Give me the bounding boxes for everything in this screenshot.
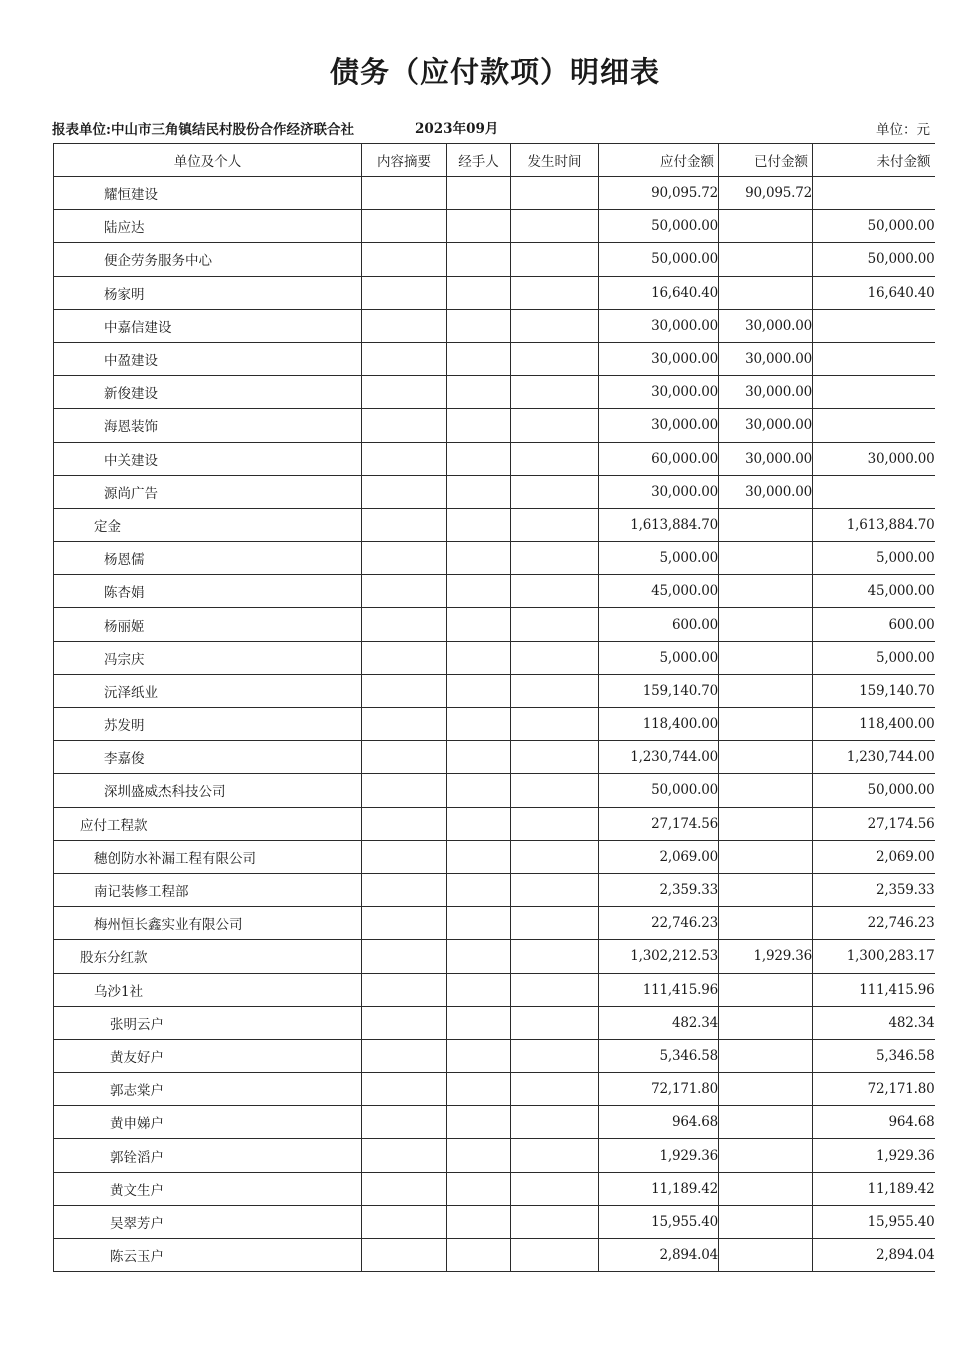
- row-handler-cell: [447, 508, 511, 541]
- row-date-cell: [511, 508, 599, 541]
- row-entity-name: 陆应达: [54, 210, 362, 243]
- col-header-summary: 内容摘要: [362, 144, 447, 177]
- row-date-cell: [511, 807, 599, 840]
- table-row: [54, 774, 935, 807]
- row-entity-name: 黄申娣户: [54, 1106, 362, 1139]
- row-summary-cell: [362, 542, 447, 575]
- col-header-date: 发生时间: [511, 144, 599, 177]
- table-row: [54, 1073, 935, 1106]
- row-date-cell: [511, 1205, 599, 1238]
- table-row: [54, 542, 935, 575]
- row-handler-cell: [447, 641, 511, 674]
- table-row: [54, 708, 935, 741]
- row-handler-cell: [447, 1239, 511, 1272]
- row-unpaid-amount: 27,174.56: [813, 807, 935, 840]
- row-paid-amount: [719, 1205, 813, 1238]
- table-row: [54, 1139, 935, 1172]
- currency-unit: 单位：元: [876, 122, 930, 138]
- row-payable-amount: 964.68: [599, 1106, 719, 1139]
- row-paid-amount: [719, 243, 813, 276]
- table-row: [54, 1172, 935, 1205]
- col-header-payable: 应付金额: [599, 144, 719, 177]
- row-payable-amount: 60,000.00: [599, 442, 719, 475]
- row-unpaid-amount: 22,746.23: [813, 907, 935, 940]
- row-handler-cell: [447, 1139, 511, 1172]
- row-handler-cell: [447, 973, 511, 1006]
- row-entity-name: 南记装修工程部: [54, 873, 362, 906]
- row-summary-cell: [362, 442, 447, 475]
- row-unpaid-amount: [813, 475, 935, 508]
- row-payable-amount: 45,000.00: [599, 575, 719, 608]
- row-unpaid-amount: 50,000.00: [813, 210, 935, 243]
- row-summary-cell: [362, 376, 447, 409]
- row-paid-amount: [719, 840, 813, 873]
- row-unpaid-amount: [813, 309, 935, 342]
- row-handler-cell: [447, 1073, 511, 1106]
- table-row: [54, 641, 935, 674]
- row-unpaid-amount: 600.00: [813, 608, 935, 641]
- table-header-row: [54, 144, 935, 177]
- row-paid-amount: 30,000.00: [719, 309, 813, 342]
- row-unpaid-amount: 45,000.00: [813, 575, 935, 608]
- row-payable-amount: 111,415.96: [599, 973, 719, 1006]
- row-date-cell: [511, 1039, 599, 1072]
- row-handler-cell: [447, 1106, 511, 1139]
- row-date-cell: [511, 243, 599, 276]
- table-row: [54, 342, 935, 375]
- row-paid-amount: [719, 1172, 813, 1205]
- row-date-cell: [511, 542, 599, 575]
- row-unpaid-amount: 15,955.40: [813, 1205, 935, 1238]
- row-paid-amount: [719, 1006, 813, 1039]
- payables-table: [53, 143, 935, 1272]
- row-date-cell: [511, 409, 599, 442]
- row-date-cell: [511, 309, 599, 342]
- table-row: [54, 177, 935, 210]
- row-payable-amount: 5,000.00: [599, 542, 719, 575]
- row-entity-name: 黄友好户: [54, 1039, 362, 1072]
- row-unpaid-amount: 5,000.00: [813, 542, 935, 575]
- row-date-cell: [511, 940, 599, 973]
- table-row: [54, 940, 935, 973]
- row-summary-cell: [362, 575, 447, 608]
- row-unpaid-amount: 111,415.96: [813, 973, 935, 1006]
- row-paid-amount: [719, 774, 813, 807]
- row-unpaid-amount: 1,300,283.17: [813, 940, 935, 973]
- row-date-cell: [511, 840, 599, 873]
- row-entity-name: 郭志棠户: [54, 1073, 362, 1106]
- row-handler-cell: [447, 342, 511, 375]
- row-paid-amount: 30,000.00: [719, 442, 813, 475]
- row-payable-amount: 1,929.36: [599, 1139, 719, 1172]
- row-entity-name: 冯宗庆: [54, 641, 362, 674]
- row-payable-amount: 30,000.00: [599, 475, 719, 508]
- row-payable-amount: 2,894.04: [599, 1239, 719, 1272]
- col-header-handler: 经手人: [447, 144, 511, 177]
- row-summary-cell: [362, 1006, 447, 1039]
- row-paid-amount: [719, 1239, 813, 1272]
- row-summary-cell: [362, 741, 447, 774]
- row-entity-name: 定金: [54, 508, 362, 541]
- row-unpaid-amount: 2,069.00: [813, 840, 935, 873]
- table-row: [54, 309, 935, 342]
- table-row: [54, 1039, 935, 1072]
- row-summary-cell: [362, 840, 447, 873]
- row-summary-cell: [362, 1106, 447, 1139]
- row-paid-amount: [719, 542, 813, 575]
- row-payable-amount: 50,000.00: [599, 774, 719, 807]
- table-row: [54, 1239, 935, 1272]
- table-row: [54, 475, 935, 508]
- row-summary-cell: [362, 1239, 447, 1272]
- row-paid-amount: 30,000.00: [719, 342, 813, 375]
- row-payable-amount: 159,140.70: [599, 674, 719, 707]
- row-date-cell: [511, 276, 599, 309]
- row-paid-amount: [719, 608, 813, 641]
- row-entity-name: 杨恩儒: [54, 542, 362, 575]
- row-entity-name: 新俊建设: [54, 376, 362, 409]
- row-unpaid-amount: 1,929.36: [813, 1139, 935, 1172]
- row-payable-amount: 50,000.00: [599, 210, 719, 243]
- row-entity-name: 乌沙1社: [54, 973, 362, 1006]
- row-paid-amount: [719, 873, 813, 906]
- row-unpaid-amount: 1,613,884.70: [813, 508, 935, 541]
- row-unpaid-amount: 30,000.00: [813, 442, 935, 475]
- row-date-cell: [511, 475, 599, 508]
- table-row: [54, 243, 935, 276]
- table-row: [54, 907, 935, 940]
- row-payable-amount: 30,000.00: [599, 342, 719, 375]
- row-entity-name: 便企劳务服务中心: [54, 243, 362, 276]
- row-entity-name: 李嘉俊: [54, 741, 362, 774]
- table-row: [54, 210, 935, 243]
- row-payable-amount: 2,359.33: [599, 873, 719, 906]
- col-header-unpaid: 未付金额: [813, 144, 935, 177]
- row-date-cell: [511, 741, 599, 774]
- row-paid-amount: [719, 575, 813, 608]
- row-entity-name: 苏发明: [54, 708, 362, 741]
- row-date-cell: [511, 376, 599, 409]
- row-handler-cell: [447, 475, 511, 508]
- row-entity-name: 陈杏娟: [54, 575, 362, 608]
- row-payable-amount: 118,400.00: [599, 708, 719, 741]
- row-payable-amount: 600.00: [599, 608, 719, 641]
- row-summary-cell: [362, 1039, 447, 1072]
- row-date-cell: [511, 973, 599, 1006]
- row-unpaid-amount: 5,346.58: [813, 1039, 935, 1072]
- row-date-cell: [511, 342, 599, 375]
- row-entity-name: 杨家明: [54, 276, 362, 309]
- row-payable-amount: 30,000.00: [599, 409, 719, 442]
- row-handler-cell: [447, 608, 511, 641]
- row-payable-amount: 11,189.42: [599, 1172, 719, 1205]
- row-summary-cell: [362, 210, 447, 243]
- row-paid-amount: 30,000.00: [719, 409, 813, 442]
- row-unpaid-amount: 482.34: [813, 1006, 935, 1039]
- row-summary-cell: [362, 907, 447, 940]
- table-row: [54, 608, 935, 641]
- row-unpaid-amount: 118,400.00: [813, 708, 935, 741]
- row-summary-cell: [362, 973, 447, 1006]
- row-summary-cell: [362, 708, 447, 741]
- row-handler-cell: [447, 907, 511, 940]
- row-handler-cell: [447, 177, 511, 210]
- row-paid-amount: [719, 741, 813, 774]
- row-entity-name: 耀恒建设: [54, 177, 362, 210]
- row-handler-cell: [447, 575, 511, 608]
- row-paid-amount: 90,095.72: [719, 177, 813, 210]
- row-date-cell: [511, 575, 599, 608]
- row-summary-cell: [362, 774, 447, 807]
- row-handler-cell: [447, 708, 511, 741]
- row-handler-cell: [447, 741, 511, 774]
- row-summary-cell: [362, 309, 447, 342]
- table-row: [54, 674, 935, 707]
- row-summary-cell: [362, 940, 447, 973]
- row-date-cell: [511, 907, 599, 940]
- row-payable-amount: 22,746.23: [599, 907, 719, 940]
- row-payable-amount: 90,095.72: [599, 177, 719, 210]
- row-payable-amount: 2,069.00: [599, 840, 719, 873]
- row-handler-cell: [447, 243, 511, 276]
- table-row: [54, 376, 935, 409]
- row-entity-name: 黄文生户: [54, 1172, 362, 1205]
- row-summary-cell: [362, 873, 447, 906]
- row-unpaid-amount: [813, 409, 935, 442]
- row-paid-amount: [719, 807, 813, 840]
- row-unpaid-amount: 5,000.00: [813, 641, 935, 674]
- row-handler-cell: [447, 376, 511, 409]
- table-row: [54, 741, 935, 774]
- row-entity-name: 梅州恒长鑫实业有限公司: [54, 907, 362, 940]
- row-paid-amount: [719, 708, 813, 741]
- row-payable-amount: 1,230,744.00: [599, 741, 719, 774]
- row-entity-name: 应付工程款: [54, 807, 362, 840]
- row-date-cell: [511, 1239, 599, 1272]
- table-row: [54, 873, 935, 906]
- row-summary-cell: [362, 1172, 447, 1205]
- row-entity-name: 郭铨滔户: [54, 1139, 362, 1172]
- row-paid-amount: [719, 641, 813, 674]
- row-entity-name: 杨丽姬: [54, 608, 362, 641]
- row-entity-name: 吴翠芳户: [54, 1205, 362, 1238]
- table-row: [54, 442, 935, 475]
- row-summary-cell: [362, 177, 447, 210]
- row-handler-cell: [447, 1205, 511, 1238]
- row-date-cell: [511, 774, 599, 807]
- row-summary-cell: [362, 1205, 447, 1238]
- row-entity-name: 中关建设: [54, 442, 362, 475]
- row-date-cell: [511, 608, 599, 641]
- row-summary-cell: [362, 1073, 447, 1106]
- row-handler-cell: [447, 276, 511, 309]
- row-paid-amount: 30,000.00: [719, 376, 813, 409]
- row-paid-amount: [719, 1073, 813, 1106]
- row-unpaid-amount: [813, 376, 935, 409]
- row-entity-name: 中嘉信建设: [54, 309, 362, 342]
- row-paid-amount: 30,000.00: [719, 475, 813, 508]
- row-summary-cell: [362, 508, 447, 541]
- row-handler-cell: [447, 210, 511, 243]
- table-row: [54, 1106, 935, 1139]
- row-summary-cell: [362, 276, 447, 309]
- table-row: [54, 1006, 935, 1039]
- reporting-unit: 报表单位:中山市三角镇结民村股份合作经济联合社: [52, 122, 354, 138]
- col-header-entity: 单位及个人: [54, 144, 362, 177]
- row-handler-cell: [447, 309, 511, 342]
- row-paid-amount: [719, 674, 813, 707]
- row-payable-amount: 27,174.56: [599, 807, 719, 840]
- row-entity-name: 深圳盛威杰科技公司: [54, 774, 362, 807]
- row-handler-cell: [447, 1172, 511, 1205]
- table-row: [54, 409, 935, 442]
- table-row: [54, 575, 935, 608]
- row-paid-amount: [719, 1139, 813, 1172]
- row-handler-cell: [447, 542, 511, 575]
- row-handler-cell: [447, 674, 511, 707]
- row-payable-amount: 15,955.40: [599, 1205, 719, 1238]
- row-handler-cell: [447, 807, 511, 840]
- row-entity-name: 陈云玉户: [54, 1239, 362, 1272]
- row-payable-amount: 30,000.00: [599, 309, 719, 342]
- row-unpaid-amount: 1,230,744.00: [813, 741, 935, 774]
- row-summary-cell: [362, 409, 447, 442]
- row-paid-amount: [719, 1106, 813, 1139]
- row-date-cell: [511, 1006, 599, 1039]
- row-payable-amount: 1,613,884.70: [599, 508, 719, 541]
- row-handler-cell: [447, 1006, 511, 1039]
- row-entity-name: 股东分红款: [54, 940, 362, 973]
- row-summary-cell: [362, 243, 447, 276]
- row-entity-name: 中盈建设: [54, 342, 362, 375]
- table-row: [54, 840, 935, 873]
- row-summary-cell: [362, 608, 447, 641]
- page-title: 债务（应付款项）明细表: [329, 55, 660, 89]
- row-date-cell: [511, 708, 599, 741]
- table-row: [54, 973, 935, 1006]
- row-date-cell: [511, 177, 599, 210]
- row-paid-amount: [719, 210, 813, 243]
- table-row: [54, 807, 935, 840]
- row-handler-cell: [447, 442, 511, 475]
- row-summary-cell: [362, 807, 447, 840]
- table-body: [54, 177, 935, 1272]
- row-date-cell: [511, 1172, 599, 1205]
- row-unpaid-amount: 2,359.33: [813, 873, 935, 906]
- row-unpaid-amount: 964.68: [813, 1106, 935, 1139]
- row-handler-cell: [447, 1039, 511, 1072]
- row-date-cell: [511, 674, 599, 707]
- row-entity-name: 源尚广告: [54, 475, 362, 508]
- row-unpaid-amount: [813, 342, 935, 375]
- col-header-paid: 已付金额: [719, 144, 813, 177]
- row-paid-amount: [719, 276, 813, 309]
- row-unpaid-amount: 11,189.42: [813, 1172, 935, 1205]
- row-unpaid-amount: 50,000.00: [813, 243, 935, 276]
- row-payable-amount: 5,000.00: [599, 641, 719, 674]
- table-row: [54, 276, 935, 309]
- row-date-cell: [511, 1139, 599, 1172]
- row-entity-name: 张明云户: [54, 1006, 362, 1039]
- row-payable-amount: 482.34: [599, 1006, 719, 1039]
- row-paid-amount: [719, 973, 813, 1006]
- row-unpaid-amount: [813, 177, 935, 210]
- row-summary-cell: [362, 641, 447, 674]
- row-handler-cell: [447, 840, 511, 873]
- row-handler-cell: [447, 774, 511, 807]
- row-summary-cell: [362, 475, 447, 508]
- row-payable-amount: 72,171.80: [599, 1073, 719, 1106]
- row-payable-amount: 16,640.40: [599, 276, 719, 309]
- row-payable-amount: 5,346.58: [599, 1039, 719, 1072]
- row-date-cell: [511, 1073, 599, 1106]
- row-date-cell: [511, 210, 599, 243]
- row-payable-amount: 50,000.00: [599, 243, 719, 276]
- row-summary-cell: [362, 1139, 447, 1172]
- row-unpaid-amount: 16,640.40: [813, 276, 935, 309]
- row-unpaid-amount: 2,894.04: [813, 1239, 935, 1272]
- row-handler-cell: [447, 873, 511, 906]
- row-paid-amount: [719, 1039, 813, 1072]
- table-row: [54, 1205, 935, 1238]
- row-entity-name: 穗创防水补漏工程有限公司: [54, 840, 362, 873]
- table-row: [54, 508, 935, 541]
- row-paid-amount: [719, 907, 813, 940]
- row-handler-cell: [447, 940, 511, 973]
- row-payable-amount: 30,000.00: [599, 376, 719, 409]
- row-payable-amount: 1,302,212.53: [599, 940, 719, 973]
- row-unpaid-amount: 50,000.00: [813, 774, 935, 807]
- row-entity-name: 海恩装饰: [54, 409, 362, 442]
- row-unpaid-amount: 159,140.70: [813, 674, 935, 707]
- row-date-cell: [511, 641, 599, 674]
- row-date-cell: [511, 873, 599, 906]
- row-summary-cell: [362, 674, 447, 707]
- row-entity-name: 沅泽纸业: [54, 674, 362, 707]
- row-paid-amount: [719, 508, 813, 541]
- row-date-cell: [511, 442, 599, 475]
- row-unpaid-amount: 72,171.80: [813, 1073, 935, 1106]
- row-summary-cell: [362, 342, 447, 375]
- row-date-cell: [511, 1106, 599, 1139]
- row-paid-amount: 1,929.36: [719, 940, 813, 973]
- report-period: 2023年09月: [415, 121, 499, 137]
- row-handler-cell: [447, 409, 511, 442]
